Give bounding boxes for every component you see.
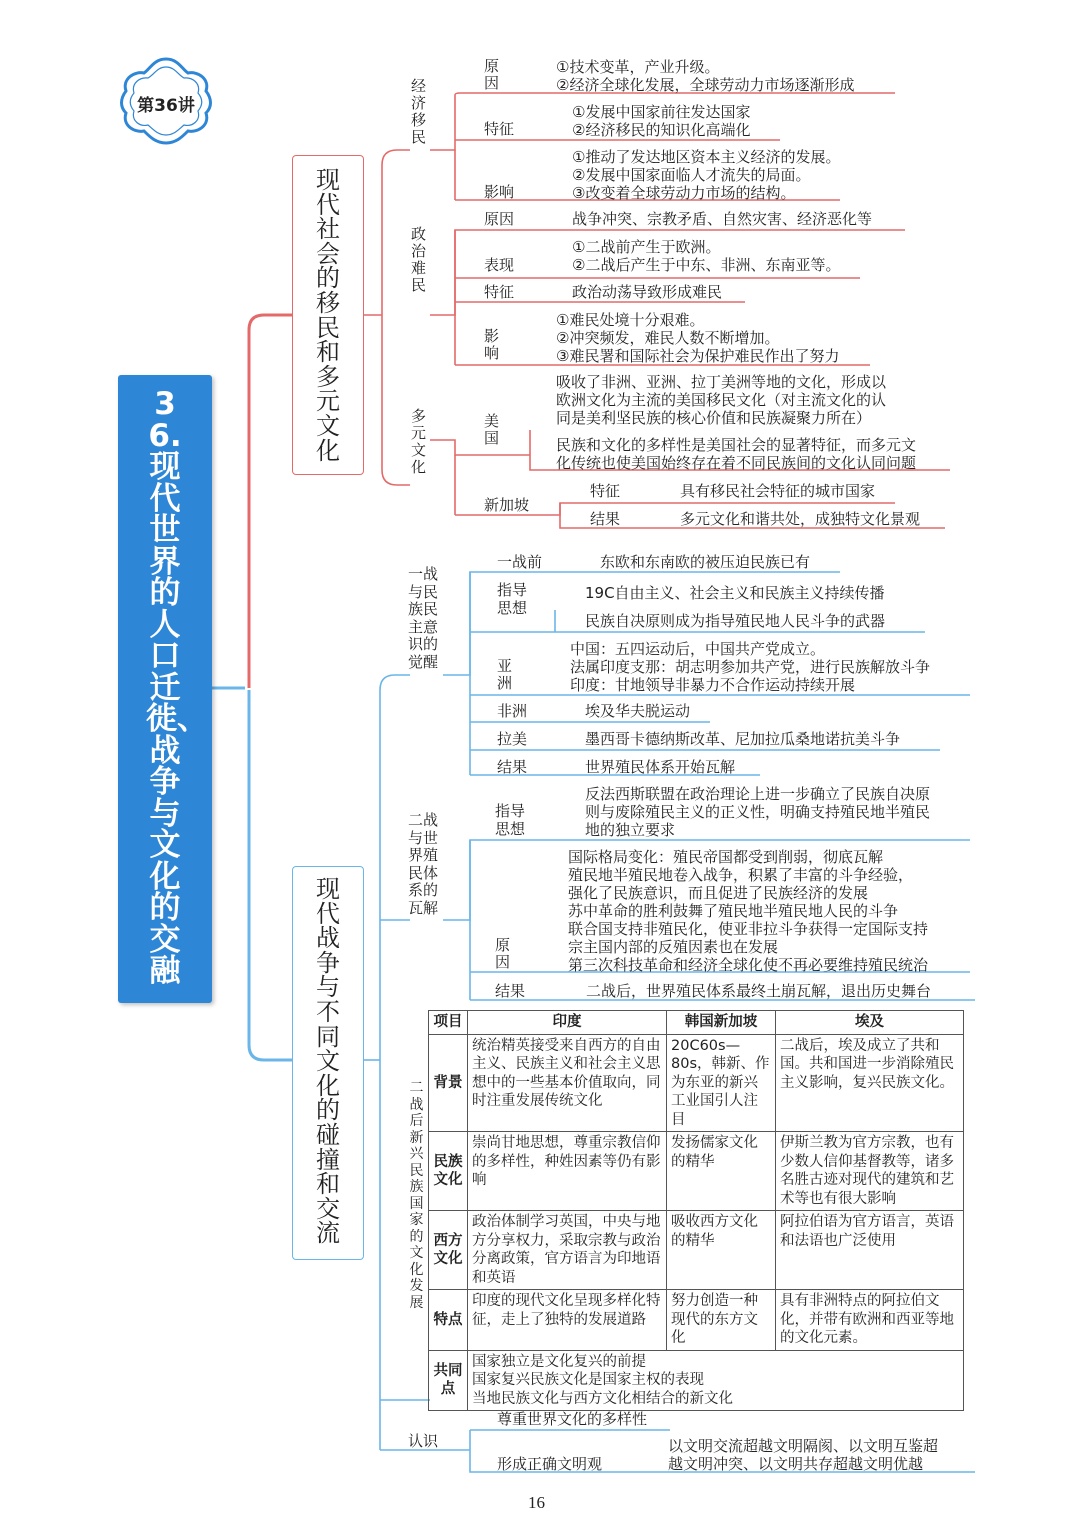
- table-cell: 20C60s—80s，韩新、作为东亚的新兴工业国引人注目: [667, 1034, 776, 1132]
- usa2-1: 民族和文化的多样性是美国社会的显著特征，而多元文: [556, 436, 917, 454]
- cognition-item2-text1: 以文明交流超越文明隔阂、以文明互鉴超: [668, 1437, 939, 1455]
- ww2-cause-5: 联合国支持非殖民化，使亚非拉斗争获得一定国际支持: [568, 920, 929, 938]
- ww1-africa-label: 非洲: [497, 702, 528, 720]
- ww2-cause-1: 国际格局变化：殖民帝国都受到削弱，彻底瓦解: [568, 848, 884, 866]
- ww1-label-text: 一战与民族民主意识的觉醒: [408, 565, 439, 671]
- table-cell: 印度的现代文化呈现多样化特征，走上了独特的发展道路: [468, 1290, 667, 1351]
- ww1-pre-text: 东欧和东南欧的被压迫民族已有: [600, 553, 811, 571]
- ww1-guide-label-text: 指导思想: [497, 581, 528, 617]
- sg-result-text: 多元文化和谐共处，成独特文化景观: [680, 510, 921, 528]
- usa-1: 吸收了非洲、亚洲、拉丁美洲等地的文化，形成以: [556, 373, 887, 391]
- usa-label: 美国: [483, 412, 499, 447]
- table-row: [429, 1132, 964, 1211]
- table-cell: 努力创造一种现代的东方文化: [667, 1290, 776, 1351]
- econ-cause-1: ①技术变革，产业升级。: [556, 58, 720, 76]
- ww1-label: [408, 566, 444, 671]
- ww1-result-text: 世界殖民体系开始瓦解: [585, 758, 736, 776]
- table-cell: 吸收西方文化的精华: [667, 1211, 776, 1290]
- ww2-cause-2: 殖民地半殖民地卷入战争，积累了丰富的斗争经验，: [568, 866, 914, 884]
- table-cell: 崇尚甘地思想，尊重宗教信仰的多样性，种姓因素等仍有影响: [468, 1132, 667, 1211]
- multi-label: 多元文化: [410, 407, 426, 476]
- row-label: 西方文化: [429, 1211, 468, 1290]
- refugee-show-1: ①二战前产生于欧洲。: [572, 238, 721, 256]
- row-label: 背景: [429, 1034, 468, 1132]
- table-row: [429, 1034, 964, 1132]
- refugee-impact-1: ①难民处境十分艰难。: [556, 311, 705, 329]
- ww1-asia-2: 法属印度支那：胡志明参加共产党，进行民族解放斗争: [570, 658, 931, 676]
- cognition-item1: 尊重世界文化的多样性: [497, 1410, 648, 1428]
- table-cell: 阿拉伯语为官方语言，英语和法语也广泛使用: [776, 1211, 964, 1290]
- branch2-title: 现代战争与不同文化的碰撞和交流: [316, 875, 340, 1248]
- sg-label: 新加坡: [484, 496, 530, 514]
- refugee-show-label: 表现: [484, 256, 515, 274]
- lecture-badge: [118, 55, 214, 147]
- refugee-impact-3: ③难民署和国际社会为保护难民作出了努力: [556, 347, 840, 365]
- econ-feature-2: ②经济移民的知识化高端化: [572, 121, 751, 139]
- table-cell: 发扬儒家文化的精华: [667, 1132, 776, 1211]
- econ-feature-label: 特征: [484, 120, 515, 138]
- ww2-result-label: 结果: [495, 982, 526, 1000]
- ww1-guide-1: 19C自由主义、社会主义和民族主义持续传播: [585, 584, 885, 602]
- page-number: 16: [528, 1493, 545, 1512]
- ww1-guide-label: [497, 581, 529, 617]
- usa2-2: 化传统也使美国始终存在着不同民族间的文化认同问题: [556, 454, 917, 472]
- table-header: 印度: [468, 1011, 667, 1035]
- usa-3: 同是美利坚民族的核心价值和民族凝聚力所在）: [556, 409, 872, 427]
- refugee-label: 政治难民: [410, 225, 426, 294]
- econ-impact-label: 影响: [484, 183, 515, 201]
- ww2-result-text: 二战后，世界殖民体系最终土崩瓦解，退出历史舞台: [586, 982, 932, 1000]
- table-header-row: [429, 1011, 964, 1035]
- table-cell: 伊斯兰教为官方宗教，也有少数人信仰基督教等，诸多名胜古迹对现代的建筑和艺术等也有很大影响: [776, 1132, 964, 1211]
- ww1-latam-text: 墨西哥卡德纳斯改革、尼加拉瓜桑地诺抗美斗争: [585, 730, 901, 748]
- ww2-cause-6: 宗主国内部的反殖因素也在发展: [568, 938, 779, 956]
- ww1-asia-1: 中国：五四运动后，中国共产党成立。: [570, 640, 826, 658]
- row-label: 共同点: [429, 1350, 468, 1411]
- common-point: 国家独立是文化复兴的前提: [472, 1353, 646, 1370]
- table-cell: 具有非洲特点的阿拉伯文化，并带有欧洲和西亚等地的文化元素。: [776, 1290, 964, 1351]
- ww1-latam-label: 拉美: [497, 730, 528, 748]
- row-label: 民族文化: [429, 1132, 468, 1211]
- cognition-item2-text2: 越文明冲突、以文明共存超越文明优越: [668, 1455, 924, 1473]
- ww1-result-label: 结果: [497, 758, 528, 776]
- common-point: 当地民族文化与西方文化相结合的新文化: [472, 1390, 733, 1407]
- econ-label: 经济移民: [410, 77, 426, 146]
- refugee-feature-text: 政治动荡导致形成难民: [572, 283, 723, 301]
- refugee-cause-text: 战争冲突、宗教矛盾、自然灾害、经济恶化等: [572, 210, 873, 228]
- ww2-guide-1: 反法西斯联盟在政治理论上进一步确立了民族自决原: [585, 785, 931, 803]
- main-title: 36.现代世界的人口迁徙、战争与文化的交融: [146, 386, 208, 989]
- ww2-guide-2: 则与废除殖民主义的正义性，明确支持殖民地半殖民: [585, 803, 931, 821]
- ww2-cause-4: 苏中革命的胜利鼓舞了殖民地半殖民地人民的斗争: [568, 902, 899, 920]
- sg-feature-label: 特征: [590, 482, 621, 500]
- table-row: [429, 1290, 964, 1351]
- ww1-pre-label: 一战前: [497, 553, 543, 571]
- main-title-box: [118, 375, 212, 1003]
- row-label: 特点: [429, 1290, 468, 1351]
- ww1-asia-3: 印度：甘地领导非暴力不合作运动持续开展: [570, 676, 856, 694]
- refugee-impact-label: 影响: [483, 327, 499, 362]
- econ-impact-1: ①推动了发达地区资本主义经济的发展。: [572, 148, 841, 166]
- table-cell: 政治体制学习英国，中央与地方分享权力，采取宗教与政治分离政策，官方语言为印地语和英语: [468, 1211, 667, 1290]
- econ-cause-2: ②经济全球化发展，全球劳动力市场逐渐形成: [556, 76, 855, 94]
- table-row-common: [429, 1350, 964, 1411]
- branch2-box: [292, 866, 364, 1260]
- branch1-box: [292, 155, 364, 475]
- table-cell: 二战后，埃及成立了共和国。共和国进一步消除殖民主义影响，复兴民族文化。: [776, 1034, 964, 1132]
- cognition-label: 认识: [408, 1432, 439, 1450]
- ww2-cause-label: 原因: [494, 936, 510, 971]
- refugee-feature-label: 特征: [484, 283, 515, 301]
- cognition-item2-label: 形成正确文明观: [497, 1455, 603, 1473]
- sg-feature-text: 具有移民社会特征的城市国家: [680, 482, 876, 500]
- econ-feature-1: ①发展中国家前往发达国家: [572, 103, 751, 121]
- branch1-title: 现代社会的移民和多元文化: [316, 166, 340, 465]
- ww2-label: [408, 812, 444, 917]
- table-row: [429, 1211, 964, 1290]
- ww1-guide-2: 民族自决原则成为指导殖民地人民斗争的武器: [585, 612, 886, 630]
- common-point: 国家复兴民族文化是国家主权的表现: [472, 1372, 704, 1388]
- ww1-africa-text: 埃及华夫脱运动: [585, 702, 691, 720]
- common-points-cell: [468, 1350, 964, 1411]
- lecture-badge-text: 第36讲: [137, 96, 195, 116]
- usa-2: 欧洲文化为主流的美国移民文化（对主流文化的认: [556, 391, 887, 409]
- ww1-asia-label: 亚洲: [496, 657, 512, 692]
- culture-table: [428, 1010, 964, 1411]
- ww2-label-text: 二战与世界殖民体系的瓦解: [408, 811, 439, 917]
- sg-result-label: 结果: [590, 510, 621, 528]
- table-header: 韩国新加坡: [667, 1011, 776, 1035]
- ww2-cause-3: 强化了民族意识，而且促进了民族经济的发展: [568, 884, 869, 902]
- ww2-guide-3: 地的独立要求: [585, 821, 676, 839]
- econ-cause-label: 原因: [483, 57, 499, 92]
- econ-impact-2: ②发展中国家面临人才流失的局面。: [572, 166, 811, 184]
- refugee-cause-label: 原因: [484, 210, 515, 228]
- table-cell: 统治精英接受来自西方的自由主义、民族主义和社会主义思想中的一些基本价值取向，同时注重发展传统文化: [468, 1034, 667, 1132]
- refugee-show-2: ②二战后产生于中东、非洲、东南亚等。: [572, 256, 841, 274]
- ww2-guide-label: [495, 802, 527, 838]
- refugee-impact-2: ②冲突频发，难民人数不断增加。: [556, 329, 780, 347]
- postwar-label: 二战后新兴民族国家的文化发展: [409, 1080, 424, 1311]
- econ-impact-3: ③改变着全球劳动力市场的结构。: [572, 184, 796, 202]
- ww2-cause-7: 第三次科技革命和经济全球化使不再必要维持殖民统治: [568, 956, 929, 974]
- table-header: 项目: [429, 1011, 468, 1035]
- table-header: 埃及: [776, 1011, 964, 1035]
- ww2-guide-label-text: 指导思想: [495, 802, 526, 838]
